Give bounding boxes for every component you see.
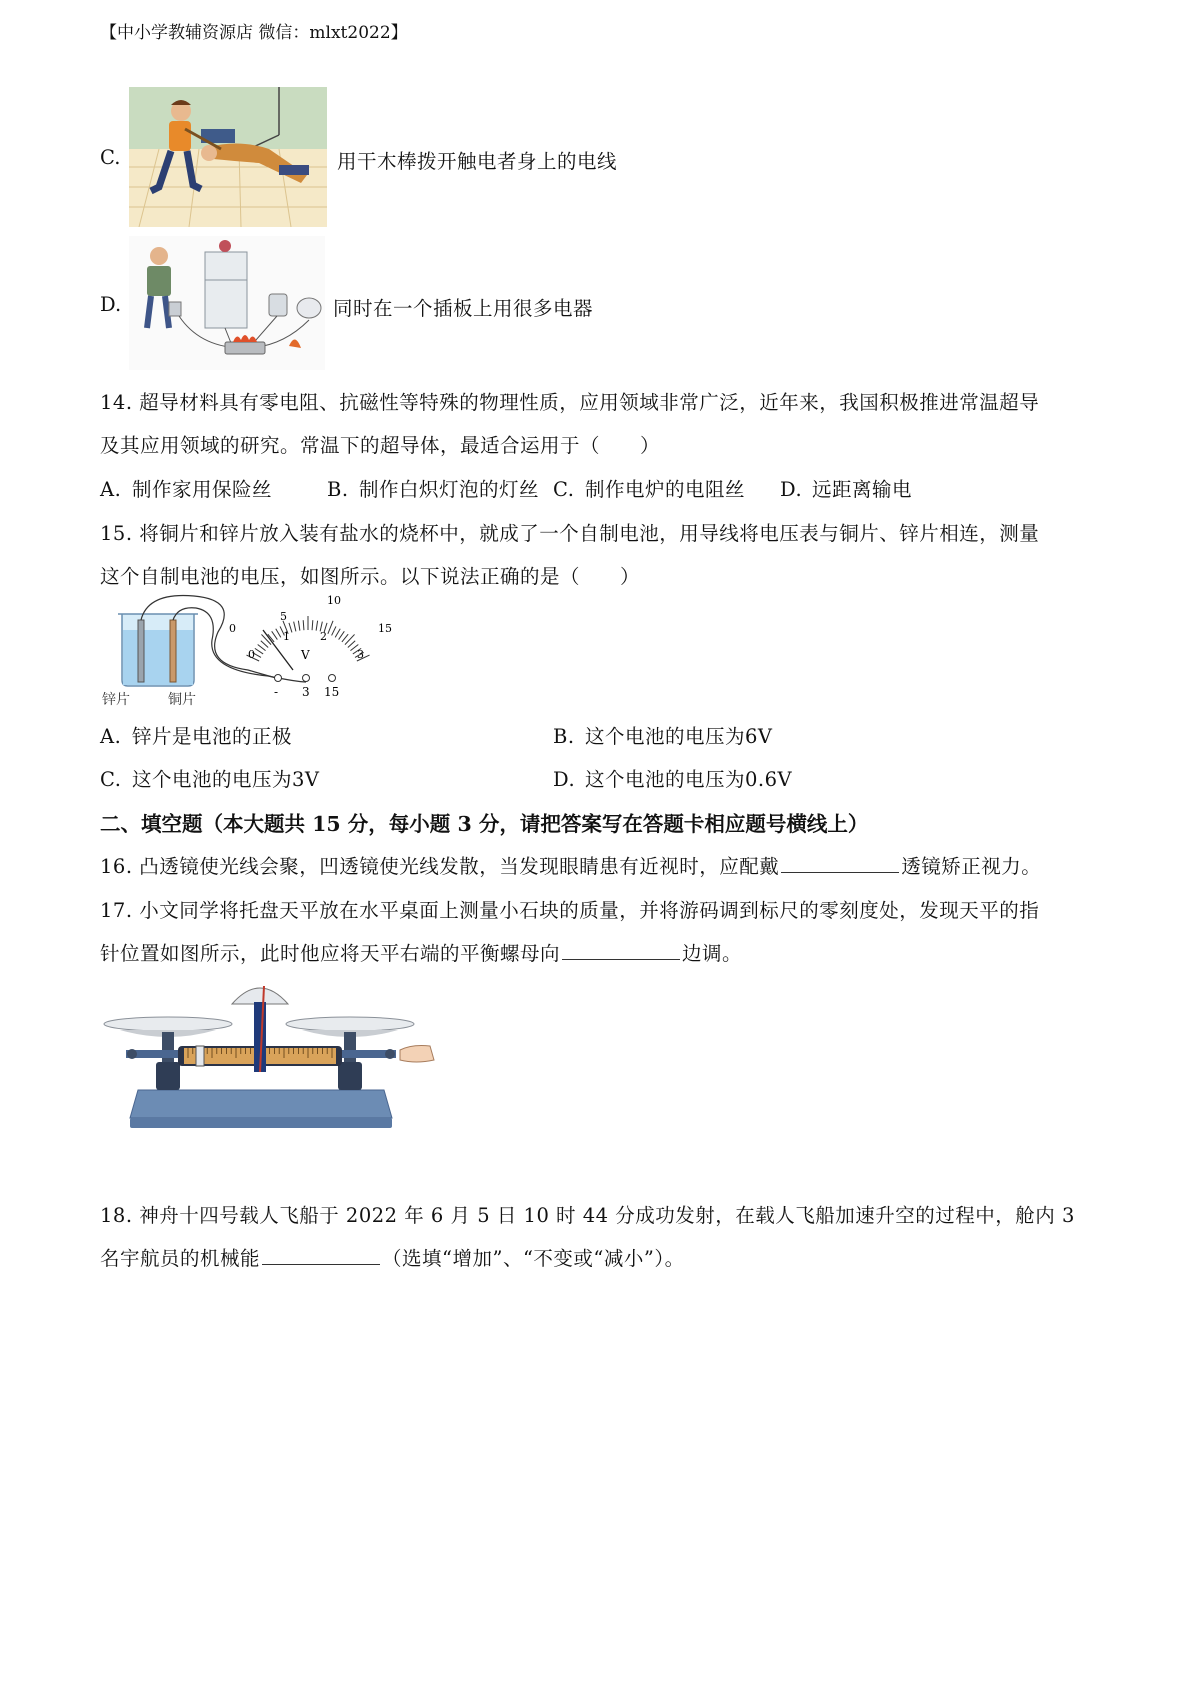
q15-option-c xyxy=(100,764,320,792)
q16-answer-blank[interactable] xyxy=(781,854,899,873)
q13-option-c-illustration xyxy=(129,87,327,227)
outer-tick-15: 15 xyxy=(378,622,392,635)
page-header: 【中小学教辅资源店 微信：mlxt2022】 xyxy=(100,23,408,43)
outer-tick-10: 10 xyxy=(327,594,341,607)
q14-option-b-label: B. xyxy=(327,478,349,501)
q17-answer-blank[interactable] xyxy=(562,941,680,960)
q14-option-c xyxy=(553,474,745,502)
dial-tick xyxy=(298,621,300,631)
q14-option-b-text: 制作白炽灯泡的灯丝 xyxy=(359,478,540,501)
terminal-3: 3 xyxy=(302,685,310,699)
q15-option-b-label: B. xyxy=(553,725,575,748)
q14-line2: 及其应用领域的研究。常温下的超导体，最适合运用于（ ） xyxy=(100,434,661,457)
dial-tick xyxy=(332,626,336,635)
dial-tick xyxy=(342,634,348,642)
voltmeter-unit: V xyxy=(301,648,310,662)
section2-title: 二、填空题（本大题共 15 分，每小题 3 分，请把答案写在答题卡相应题号横线上） xyxy=(100,812,869,836)
inner-tick-0: 0 xyxy=(248,648,255,661)
q15-voltmeter-figure xyxy=(98,592,408,710)
q13-option-d-text: 同时在一个插板上用很多电器 xyxy=(333,297,594,320)
dial-tick xyxy=(272,631,278,639)
q13-option-d-label: D. xyxy=(100,293,122,316)
balance-rider xyxy=(196,1046,204,1066)
q15-option-b xyxy=(553,721,773,749)
q13-option-c-text: 用干木棒拨开触电者身上的电线 xyxy=(337,150,618,173)
q18-line2 xyxy=(100,1243,685,1271)
inner-tick-3: 3 xyxy=(357,648,364,661)
q14-line1: 14. 超导材料具有零电阻、抗磁性等特殊的物理性质，应用领域非常广泛，近年来，我国积极推进常温超导 xyxy=(100,391,1040,414)
q18-line2-before: 名宇航员的机械能 xyxy=(100,1247,261,1270)
dial-tick xyxy=(328,621,333,634)
dial-tick xyxy=(339,631,345,639)
q18-line2-after: （选填“增加”、“不变或“减小”）。 xyxy=(382,1247,685,1270)
q13-option-c-label: C. xyxy=(100,146,121,169)
q15-option-a-label: A. xyxy=(100,725,122,748)
q14-option-d-text: 远距离输电 xyxy=(812,478,913,501)
dial-tick xyxy=(255,648,263,654)
q14-option-d xyxy=(780,474,912,502)
dial-tick xyxy=(258,644,266,650)
q14-option-a-text: 制作家用保险丝 xyxy=(132,478,273,501)
outer-tick-00: 0 xyxy=(229,622,236,635)
copper-label: 铜片 xyxy=(168,692,196,708)
q15-option-d-text: 这个电池的电压为0.6V xyxy=(585,768,793,791)
q17-balance-figure xyxy=(100,978,436,1138)
dial-tick xyxy=(303,620,304,630)
zinc-label: 锌片 xyxy=(102,692,130,708)
dial-tick xyxy=(335,629,340,638)
outer-tick-0: 5 xyxy=(280,610,287,623)
q15-line2: 这个自制电池的电压，如图所示。以下说法正确的是（ ） xyxy=(100,565,641,588)
q17-line1: 17. 小文同学将托盘天平放在水平桌面上测量小石块的质量，并将游码调到标尺的零刻度处，发现天平的指 xyxy=(100,899,1040,922)
q17-line2 xyxy=(100,938,742,966)
q18-line1: 18. 神舟十四号载人飞船于 2022 年 6 月 5 日 10 时 44 分成功发射，在载人飞船加速升空的过程中，舱内 3 xyxy=(100,1204,1075,1227)
q16-before: 16. 凸透镜使光线会聚，凹透镜使光线发散，当发现眼睛患有近视时，应配戴 xyxy=(100,855,780,878)
q15-option-c-text: 这个电池的电压为3V xyxy=(132,768,320,791)
dial-tick xyxy=(294,622,296,632)
q15-option-c-label: C. xyxy=(100,768,122,791)
q15-option-a-text: 锌片是电池的正极 xyxy=(132,725,293,748)
dial-tick xyxy=(312,620,313,630)
q18-answer-blank[interactable] xyxy=(262,1246,380,1265)
dial-tick xyxy=(261,641,268,648)
inner-tick-2: 2 xyxy=(320,630,327,643)
dial-tick xyxy=(276,629,281,638)
dial-tick xyxy=(348,641,355,648)
q14-option-c-text: 制作电炉的电阻丝 xyxy=(585,478,746,501)
q16 xyxy=(100,851,1041,879)
q14-option-b xyxy=(327,474,539,502)
terminal-negative: - xyxy=(274,685,279,699)
dial-tick xyxy=(316,621,318,631)
q14-option-a xyxy=(100,474,272,502)
q14-option-a-label: A. xyxy=(100,478,122,501)
q15-line1: 15. 将铜片和锌片放入装有盐水的烧杯中，就成了一个自制电池，用导线将电压表与铜片、锌片相连，测量 xyxy=(100,522,1040,545)
inner-tick-1: 1 xyxy=(283,630,290,643)
q15-option-b-text: 这个电池的电压为6V xyxy=(585,725,773,748)
q17-line2-before: 针位置如图所示，此时他应将天平右端的平衡螺母向 xyxy=(100,942,561,965)
terminal-15: 15 xyxy=(324,685,340,699)
q17-line2-after: 边调。 xyxy=(682,942,743,965)
q15-option-d xyxy=(553,764,792,792)
q13-option-d-illustration xyxy=(129,236,325,370)
q15-option-a xyxy=(100,721,292,749)
q16-after: 透镜矫正视力。 xyxy=(901,855,1042,878)
q15-option-d-label: D. xyxy=(553,768,576,791)
q14-option-c-label: C. xyxy=(553,478,575,501)
q14-option-d-label: D. xyxy=(780,478,803,501)
